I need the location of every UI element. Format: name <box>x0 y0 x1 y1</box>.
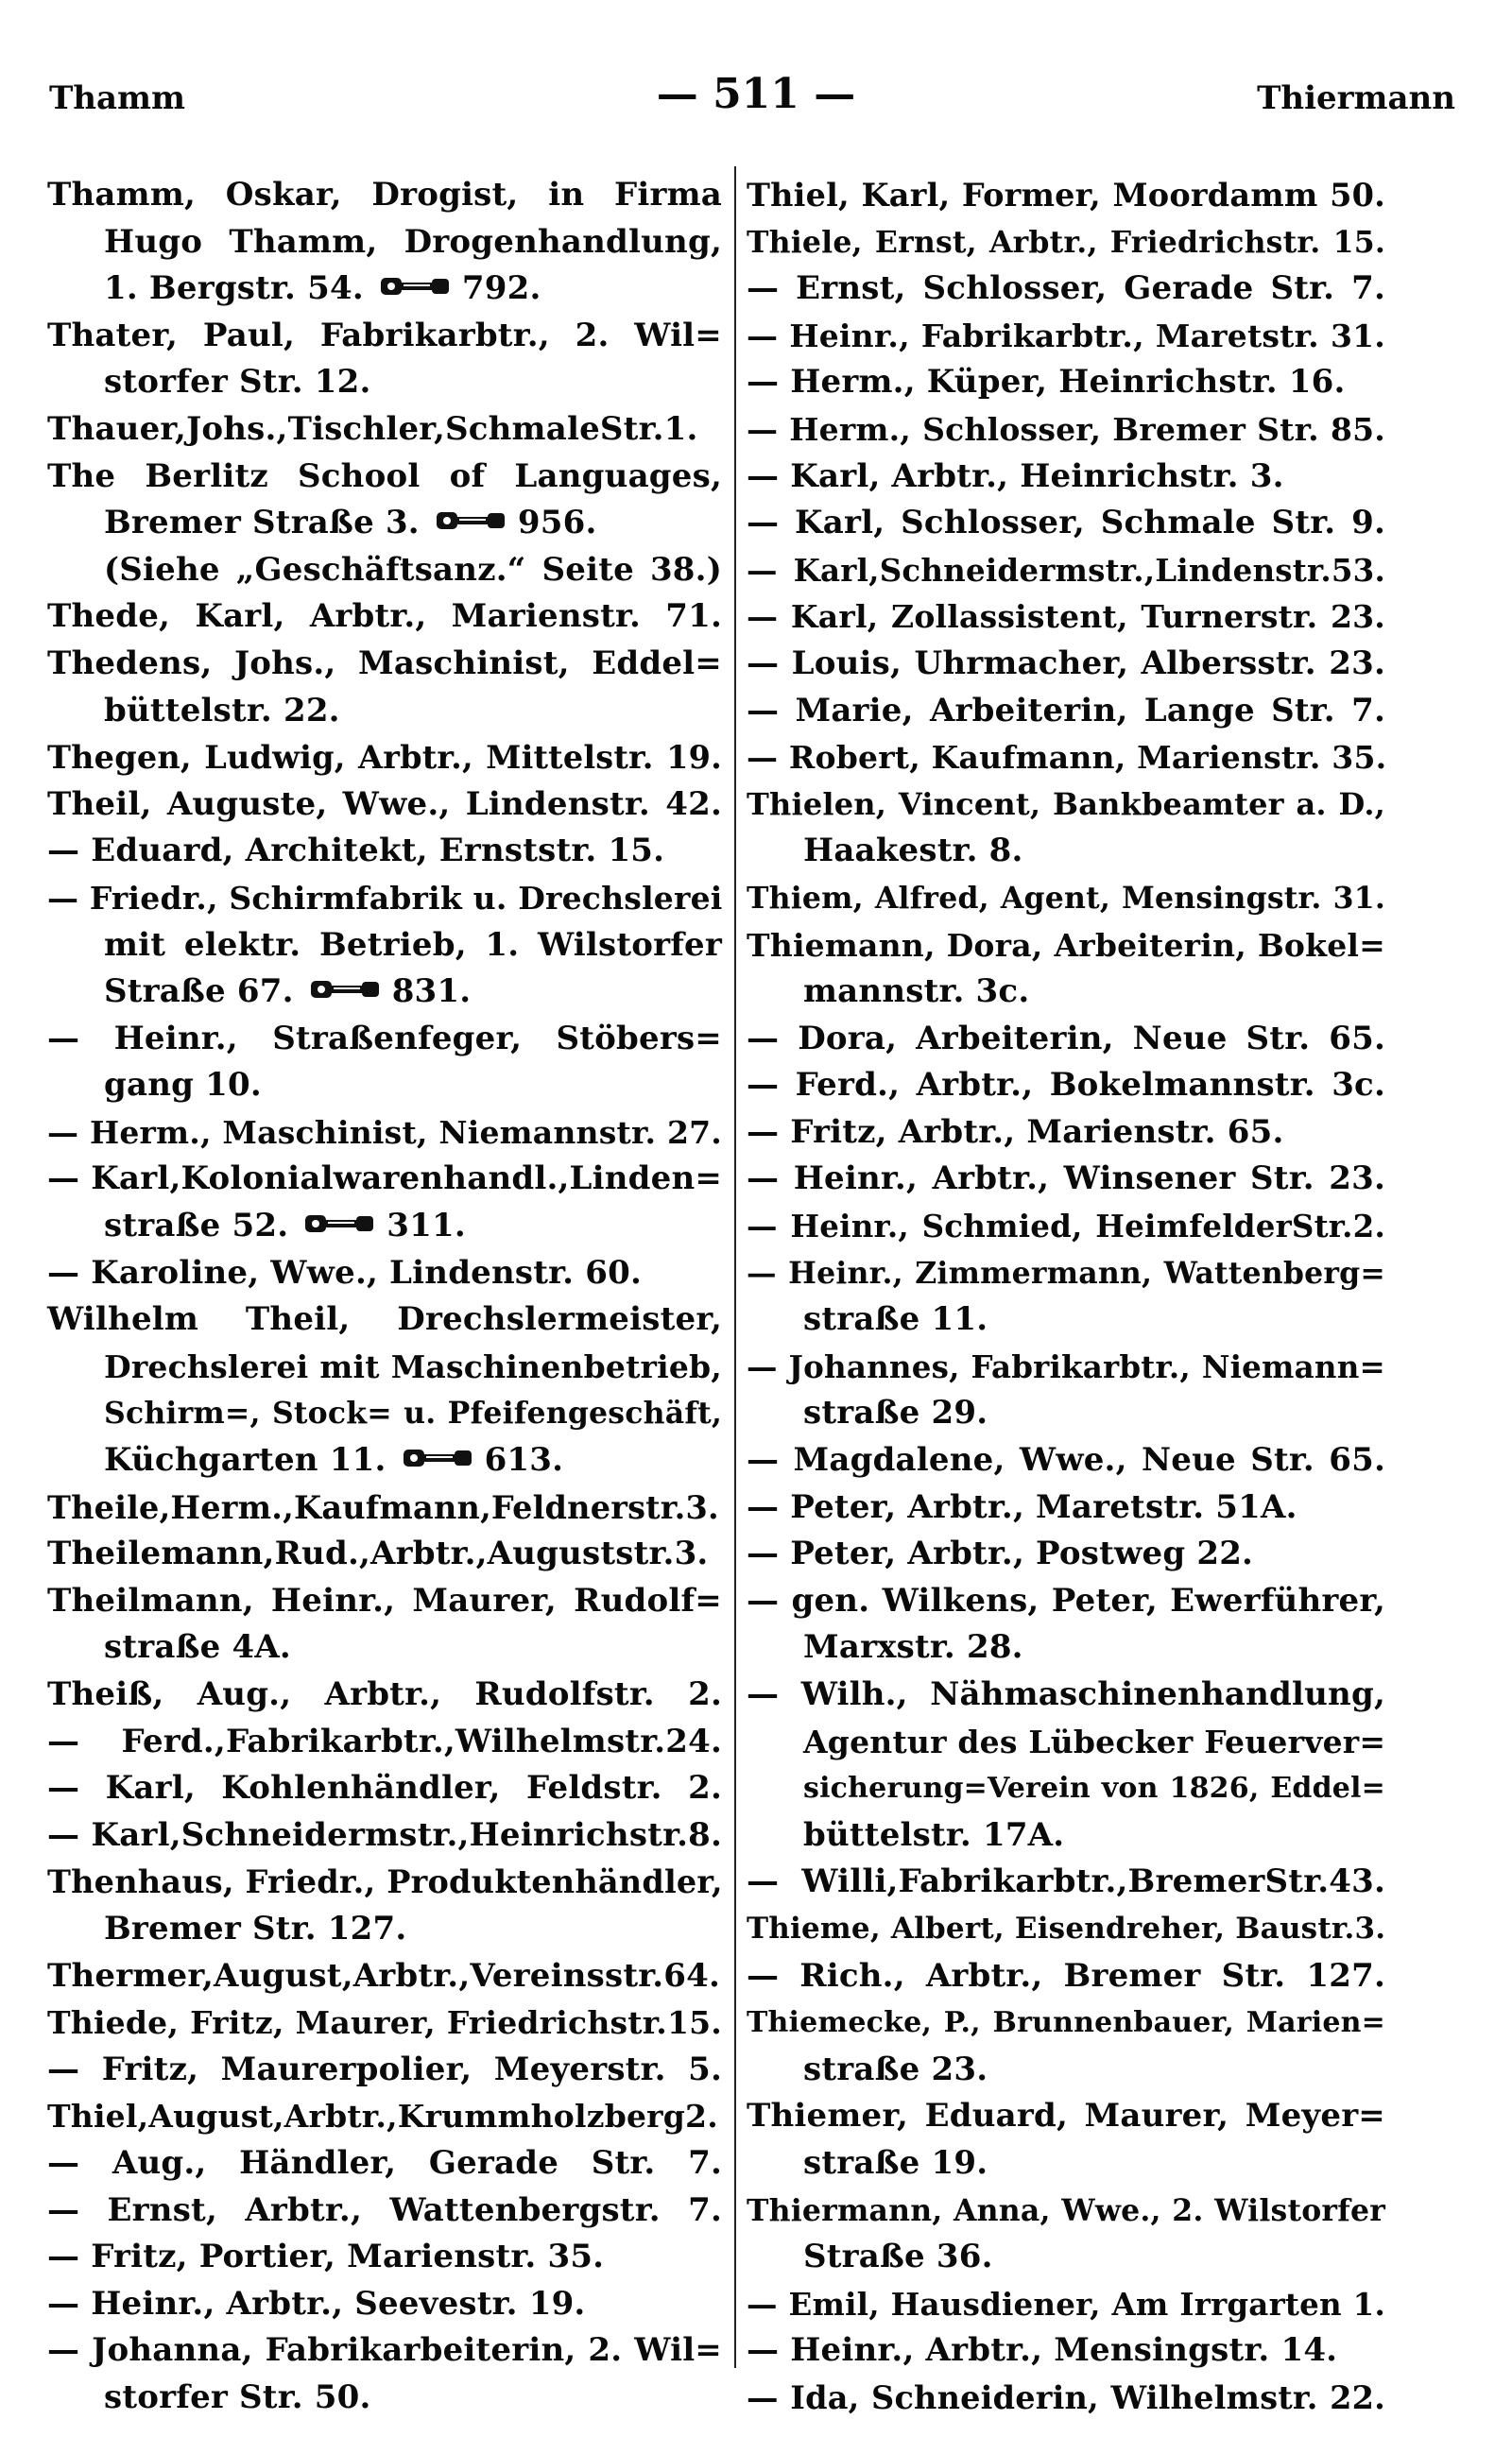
directory-line <box>747 1203 1385 1250</box>
entry-text: Hugo Thamm, Drogenhandlung, <box>104 222 722 261</box>
directory-line <box>47 1531 722 1578</box>
entry-text: büttelstr. 22. <box>104 691 340 729</box>
entry-text: — Marie, Arbeiterin, Lange Str. 7. <box>747 691 1385 729</box>
directory-line <box>747 1531 1385 1578</box>
page-number: — 511 — <box>656 70 856 118</box>
entry-text: — Emil, Hausdiener, Am Irrgarten 1. <box>747 2285 1385 2323</box>
entry-text: Thieme, Albert, Eisendreher, Baustr.3. <box>747 1911 1386 1946</box>
entry-text: Thiemer, Eduard, Maurer, Meyer= <box>747 2097 1385 2136</box>
entry-text: straße 52. <box>104 1207 289 1245</box>
directory-line <box>47 1390 722 1437</box>
entry-text: Thiem, Alfred, Agent, Mensingstr. 31. <box>747 880 1385 916</box>
entry-text: — Ferd., Arbtr., Bokelmannstr. 3c. <box>747 1066 1385 1105</box>
entry-text: Thiel, Karl, Former, Moordamm 50. <box>747 177 1385 214</box>
directory-line <box>747 969 1385 1016</box>
directory-line <box>47 359 722 406</box>
entry-text: Thiede, Fritz, Maurer, Friedrichstr.15. <box>47 2004 722 2042</box>
entry-text: Thiemecke, P., Brunnenbauer, Marien= <box>747 2006 1385 2040</box>
entry-text: — Fritz, Portier, Marienstr. 35. <box>47 2238 605 2276</box>
entry-text: — Friedr., Schirmfabrik u. Drechslerei <box>47 879 723 917</box>
directory-line <box>747 359 1385 406</box>
entry-text: — Wilh., Nähmaschinenhandlung, <box>747 1675 1385 1713</box>
directory-line <box>47 2281 722 2328</box>
directory-line <box>47 1859 722 1906</box>
entry-text: Thater, Paul, Fabrikarbtr., 2. Wil= <box>47 316 722 354</box>
directory-line <box>47 969 722 1016</box>
directory-line <box>47 266 722 313</box>
directory-line <box>47 547 722 594</box>
entry-text: Straße 36. <box>803 2238 993 2276</box>
phone-number: 792. <box>461 269 541 308</box>
directory-line <box>47 1062 722 1109</box>
entry-text: — Karoline, Wwe., Lindenstr. 60. <box>47 1253 642 1292</box>
directory-line <box>47 1765 722 1812</box>
directory-line <box>47 781 722 829</box>
directory-line <box>747 875 1385 922</box>
directory-line <box>747 1719 1385 1766</box>
directory-line <box>747 1765 1385 1812</box>
directory-line <box>47 313 722 360</box>
directory-line <box>47 875 722 922</box>
entry-text: — gen. Wilkens, Peter, Ewerführer, <box>747 1581 1385 1620</box>
directory-line <box>747 2047 1385 2094</box>
entry-text: — Heinr., Arbtr., Mensingstr. 14. <box>747 2331 1338 2370</box>
entry-text: — Heinr., Arbtr., Seevestr. 19. <box>47 2284 586 2323</box>
entry-text: Straße 67. <box>104 972 294 1011</box>
entry-text: Haakestr. 8. <box>803 832 1023 870</box>
entry-text: Marxstr. 28. <box>803 1628 1023 1667</box>
entry-text: mit elektr. Betrieb, 1. Wilstorfer <box>104 925 722 964</box>
directory-line <box>747 406 1385 454</box>
telephone-icon <box>402 1446 475 1470</box>
entry-text: Thede, Karl, Arbtr., Marienstr. 71. <box>47 597 722 636</box>
entry-text: gang 10. <box>104 1066 262 1105</box>
entry-text: straße 4A. <box>104 1628 291 1667</box>
directory-line <box>747 500 1385 547</box>
entry-text: Thegen, Ludwig, Arbtr., Mittelstr. 19. <box>47 739 722 777</box>
directory-line <box>747 1859 1385 1906</box>
directory-line <box>47 1906 722 1953</box>
entry-text: — Eduard, Architekt, Ernststr. 15. <box>47 832 665 870</box>
entry-text: Theilmann, Heinr., Maurer, Rudolf= <box>47 1581 722 1620</box>
entry-text: (Siehe „Geschäftsanz.“ Seite 38.) <box>104 550 722 589</box>
entry-text: — Karl, Kohlenhändler, Feldstr. 2. <box>47 1769 722 1808</box>
entry-text: storfer Str. 50. <box>104 2377 371 2416</box>
directory-line <box>747 1999 1385 2047</box>
directory-line <box>47 1672 722 1719</box>
directory-line <box>747 1906 1385 1953</box>
directory-line <box>47 2327 722 2375</box>
entry-text: Agentur des Lübecker Feuerver= <box>803 1723 1386 1760</box>
directory-line <box>47 2375 722 2422</box>
entry-text: sicherung=Verein von 1826, Eddel= <box>803 1772 1385 1806</box>
entry-text: — Heinr., Fabrikarbtr., Maretstr. 31. <box>747 317 1385 354</box>
entry-text: — Johanna, Fabrikarbeiterin, 2. Wil= <box>47 2331 722 2370</box>
directory-line <box>747 1156 1385 1203</box>
directory-line <box>47 828 722 875</box>
directory-line <box>747 1296 1385 1344</box>
entry-text: Thiele, Ernst, Arbtr., Friedrichstr. 15. <box>747 224 1385 260</box>
directory-line <box>47 1624 722 1672</box>
directory-line <box>747 1624 1385 1672</box>
directory-line <box>47 2188 722 2235</box>
entry-text: straße 19. <box>803 2143 988 2182</box>
entry-text: — Karl, Schlosser, Schmale Str. 9. <box>747 504 1385 542</box>
directory-line <box>747 922 1385 970</box>
directory-line <box>747 828 1385 875</box>
entry-text: Theile,Herm.,Kaufmann,Feldnerstr.3. <box>47 1488 719 1526</box>
entry-text: Bremer Str. 127. <box>104 1909 407 1948</box>
directory-line <box>747 1437 1385 1484</box>
directory-line <box>47 219 722 266</box>
directory-line <box>747 1250 1385 1297</box>
entry-text: — Robert, Kaufmann, Marienstr. 35. <box>747 739 1387 777</box>
entry-text: — Magdalene, Wwe., Neue Str. 65. <box>747 1441 1385 1480</box>
entry-text: büttelstr. 17A. <box>803 1815 1065 1854</box>
directory-line <box>47 172 722 219</box>
directory-line <box>47 1812 722 1860</box>
entry-text: — Peter, Arbtr., Maretstr. 51A. <box>747 1487 1297 1526</box>
entry-text: Schirm=, Stock= u. Pfeifengeschäft, <box>104 1396 722 1432</box>
directory-line <box>47 1484 722 1532</box>
directory-line <box>47 406 722 454</box>
entry-text: storfer Str. 12. <box>104 363 371 402</box>
directory-line <box>747 2327 1385 2375</box>
entry-text: — Ernst, Arbtr., Wattenbergstr. 7. <box>47 2190 722 2229</box>
directory-line <box>47 2047 722 2094</box>
entry-text: Thedens, Johs., Maschinist, Eddel= <box>47 644 722 682</box>
telephone-icon <box>303 1211 377 1236</box>
directory-line <box>47 2140 722 2188</box>
column-divider <box>734 166 736 2368</box>
entry-text: — Karl, Zollassistent, Turnerstr. 23. <box>747 598 1385 636</box>
directory-line <box>47 1156 722 1203</box>
entry-text: Thermer,August,Arbtr.,Vereinsstr.64. <box>47 1956 721 1995</box>
entry-text: — Ferd.,Fabrikarbtr.,Wilhelmstr.24. <box>47 1722 722 1760</box>
entry-text: Thauer,Johs.,Tischler,SchmaleStr.1. <box>47 409 698 448</box>
directory-line <box>747 1344 1385 1391</box>
directory-line <box>47 1250 722 1297</box>
directory-line <box>47 1719 722 1766</box>
entry-text: Theilemann,Rud.,Arbtr.,Auguststr.3. <box>47 1535 709 1573</box>
entry-text: straße 29. <box>803 1394 988 1433</box>
entry-text: Küchgarten 11. <box>104 1441 387 1480</box>
directory-line <box>747 2188 1385 2235</box>
directory-line <box>747 2234 1385 2281</box>
directory-line <box>747 2140 1385 2188</box>
entry-text: Thielen, Vincent, Bankbeamter a. D., <box>747 785 1385 822</box>
directory-line <box>747 2375 1385 2422</box>
entry-text: — Ernst, Schlosser, Gerade Str. 7. <box>747 269 1385 308</box>
entry-text: — Ida, Schneiderin, Wilhelmstr. 22. <box>747 2378 1385 2416</box>
entry-text: — Heinr., Straßenfeger, Stöbers= <box>47 1019 722 1057</box>
entry-text: — Johannes, Fabrikarbtr., Niemann= <box>747 1347 1385 1385</box>
directory-line <box>47 1016 722 1063</box>
entry-text: mannstr. 3c. <box>803 972 1030 1011</box>
entry-text: Thenhaus, Friedr., Produktenhändler, <box>47 1863 723 1901</box>
entry-text: Bremer Straße 3. <box>104 504 420 542</box>
directory-line <box>47 2234 722 2281</box>
entry-text: — Karl,Schneidermstr.,Heinrichstr.8. <box>47 1815 722 1854</box>
directory-line <box>747 641 1385 688</box>
directory-line <box>47 1296 722 1344</box>
directory-line <box>47 641 722 688</box>
right-column <box>747 172 1385 2422</box>
telephone-icon <box>435 508 508 533</box>
entry-text: — Heinr., Schmied, HeimfelderStr.2. <box>747 1208 1385 1245</box>
phone-number: 956. <box>517 504 597 542</box>
entry-text: — Fritz, Arbtr., Marienstr. 65. <box>747 1112 1284 1151</box>
directory-line <box>747 1016 1385 1063</box>
phone-number: 831. <box>391 972 472 1011</box>
entry-text: The Berlitz School of Languages, <box>47 456 722 495</box>
phone-number: 311. <box>387 1207 466 1245</box>
directory-line <box>47 2093 722 2140</box>
directory-line <box>747 593 1385 641</box>
entry-text: Wilhelm Theil, Drechslermeister, <box>47 1300 722 1339</box>
directory-line <box>747 1390 1385 1437</box>
directory-line <box>747 1578 1385 1625</box>
entry-text: — Peter, Arbtr., Postweg 22. <box>747 1535 1254 1573</box>
telephone-icon <box>379 274 453 299</box>
entry-text: — Karl, Arbtr., Heinrichstr. 3. <box>747 456 1284 495</box>
directory-line <box>747 1484 1385 1532</box>
directory-line <box>747 1672 1385 1719</box>
directory-line <box>747 1812 1385 1860</box>
entry-text: — Louis, Uhrmacher, Albersstr. 23. <box>747 644 1385 682</box>
entry-text: — Herm., Küper, Heinrichstr. 16. <box>747 363 1346 402</box>
directory-line <box>47 734 722 781</box>
directory-line <box>747 547 1385 594</box>
entry-text: straße 11. <box>803 1300 988 1339</box>
entry-text: — Rich., Arbtr., Bremer Str. 127. <box>747 1956 1385 1995</box>
directory-line <box>747 172 1385 219</box>
entry-text: — Willi,Fabrikarbtr.,BremerStr.43. <box>747 1862 1385 1901</box>
running-head-right: Thiermann <box>1257 79 1455 117</box>
entry-text: straße 23. <box>803 2050 988 2088</box>
entry-text: Thiemann, Dora, Arbeiterin, Bokel= <box>747 926 1385 964</box>
entry-text: — Dora, Arbeiterin, Neue Str. 65. <box>747 1019 1385 1057</box>
directory-line <box>47 1344 722 1391</box>
directory-line <box>47 1953 722 2000</box>
running-head-left: Thamm <box>49 79 186 117</box>
directory-line <box>47 1437 722 1484</box>
entry-text: 1. Bergstr. 54. <box>104 269 364 308</box>
directory-line <box>747 454 1385 501</box>
directory-line <box>747 2093 1385 2140</box>
directory-line <box>747 219 1385 266</box>
entry-text: — Karl,Schneidermstr.,Lindenstr.53. <box>747 551 1385 589</box>
directory-line <box>47 500 722 547</box>
directory-line <box>747 734 1385 781</box>
directory-line <box>747 1109 1385 1157</box>
entry-text: Thiermann, Anna, Wwe., 2. Wilstorfer <box>747 2192 1385 2228</box>
entry-text: — Karl,Kolonialwarenhandl.,Linden= <box>47 1159 723 1198</box>
directory-line <box>747 688 1385 735</box>
directory-line <box>747 313 1385 360</box>
entry-text: Thamm, Oskar, Drogist, in Firma <box>47 176 722 214</box>
entry-text: Thiel,August,Arbtr.,Krummholzberg2. <box>47 2098 718 2136</box>
phone-number: 613. <box>484 1441 564 1480</box>
left-column <box>47 172 722 2422</box>
entry-text: — Heinr., Zimmermann, Wattenberg= <box>747 1255 1385 1291</box>
directory-line <box>47 1203 722 1250</box>
directory-line <box>47 922 722 970</box>
directory-line <box>47 688 722 735</box>
entry-text: — Heinr., Arbtr., Winsener Str. 23. <box>747 1159 1385 1198</box>
directory-line <box>747 1953 1385 2000</box>
entry-text: Theiß, Aug., Arbtr., Rudolfstr. 2. <box>47 1675 722 1713</box>
entry-text: Theil, Auguste, Wwe., Lindenstr. 42. <box>47 784 722 823</box>
directory-line <box>47 454 722 501</box>
directory-line <box>47 1109 722 1157</box>
directory-line <box>47 1578 722 1625</box>
directory-line <box>747 266 1385 313</box>
entry-text: Drechslerei mit Maschinenbetrieb, <box>104 1347 722 1385</box>
entry-text: — Fritz, Maurerpolier, Meyerstr. 5. <box>47 2050 722 2088</box>
telephone-icon <box>309 977 383 1002</box>
entry-text: — Herm., Maschinist, Niemannstr. 27. <box>47 1113 722 1151</box>
entry-text: — Aug., Händler, Gerade Str. 7. <box>47 2143 722 2182</box>
directory-line <box>747 781 1385 829</box>
directory-line <box>47 593 722 641</box>
directory-line <box>747 2281 1385 2328</box>
directory-line <box>747 1062 1385 1109</box>
entry-text: — Herm., Schlosser, Bremer Str. 85. <box>747 410 1385 448</box>
directory-line <box>47 1999 722 2047</box>
